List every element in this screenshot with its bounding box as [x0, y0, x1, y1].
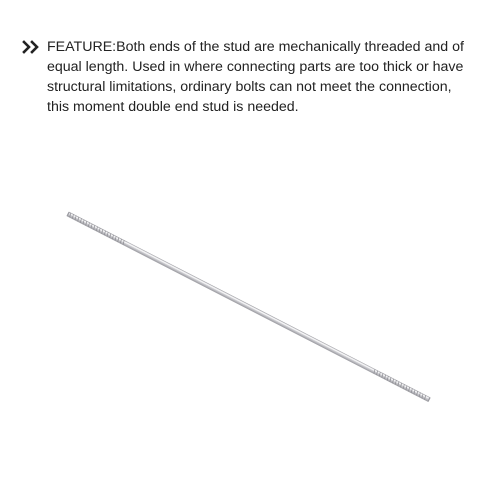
threaded-rod-icon	[67, 212, 431, 402]
feature-description: FEATURE:Both ends of the stud are mechanically threaded and of equal length. Used in where connecting parts are too thick or have structural limitations, ordinary bolts can not meet the connection, this moment double end stud is needed.	[47, 39, 464, 115]
